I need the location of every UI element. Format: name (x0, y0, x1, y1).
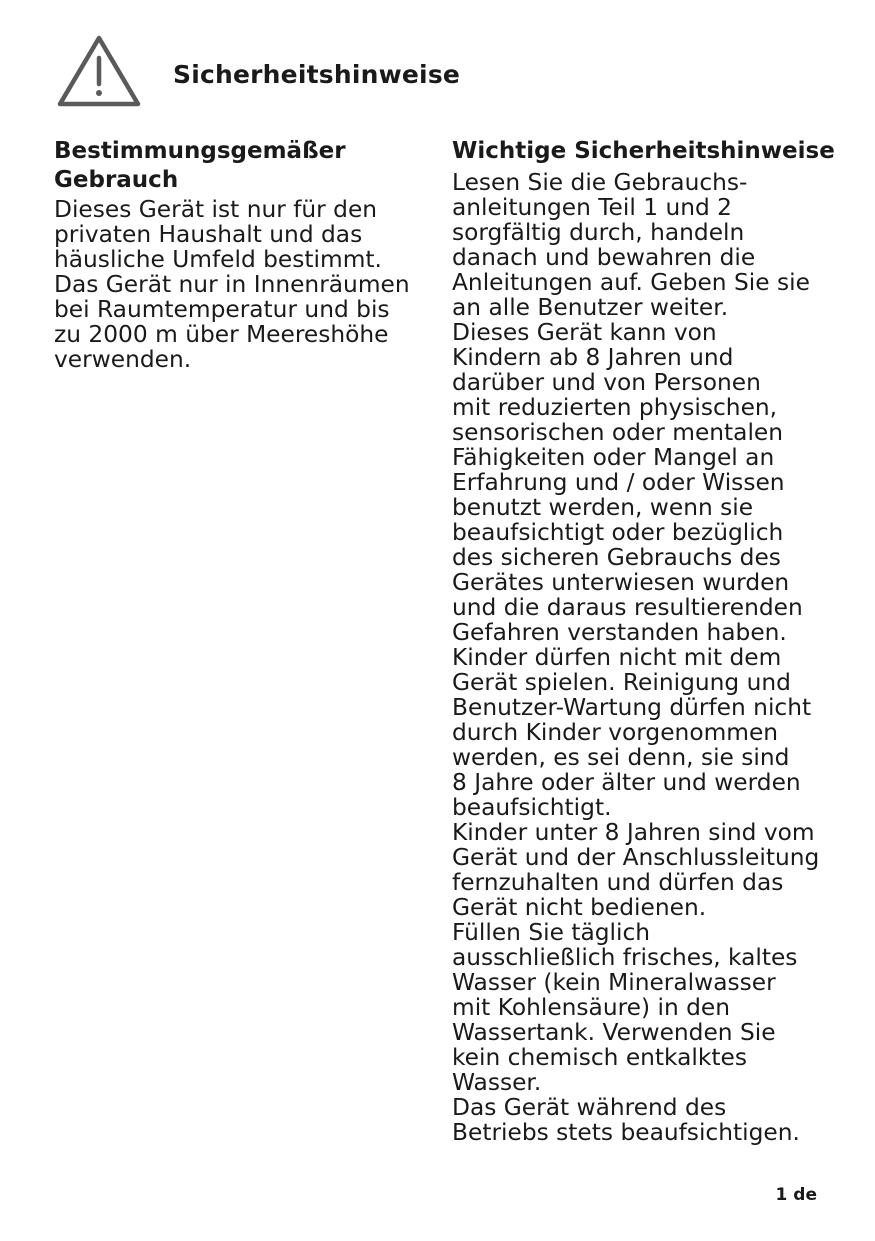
intended-use-section (54, 137, 424, 372)
text-line: werden, es sei denn, sie sind (452, 744, 790, 771)
text-line: Das Gerät nur in Innenräumen (54, 271, 410, 298)
text-line: häusliche Umfeld bestimmt. (54, 246, 382, 273)
text-line: Benutzer-Wartung dürfen nicht (452, 694, 812, 721)
heading-line: Wichtige Sicherheitshinweise (452, 138, 835, 164)
text-line: Fähigkeiten oder Mangel an (452, 444, 775, 471)
text-line: fernzuhalten und dürfen das (452, 869, 784, 896)
text-line: Lesen Sie die Gebrauchs- (452, 169, 748, 196)
text-line: 8 Jahre oder älter und werden (452, 769, 801, 796)
safety-instructions-section (452, 137, 852, 1145)
text-line: zu 2000 m über Meereshöhe (54, 321, 389, 348)
text-line: Gerät nicht bedienen. (452, 894, 707, 921)
text-line: darüber und von Personen (452, 369, 761, 396)
text-line: mit reduzierten physischen, (452, 394, 778, 421)
text-line: Erfahrung und / oder Wissen (452, 469, 785, 496)
intended-use-heading (54, 137, 424, 195)
text-line: beaufsichtigt. (452, 794, 612, 821)
text-line: ausschließlich frisches, kaltes (452, 944, 798, 971)
text-line: Wassertank. Verwenden Sie (452, 1019, 776, 1046)
text-line: an alle Benutzer weiter. (452, 294, 729, 321)
text-line: durch Kinder vorgenommen (452, 719, 779, 746)
text-line: Kindern ab 8 Jahren und (452, 344, 734, 371)
heading-line: Bestimmungsgemäßer (54, 138, 346, 164)
text-line: Dieses Gerät kann von (452, 319, 717, 346)
text-line: des sicheren Gebrauchs des (452, 544, 781, 571)
text-line: beaufsichtigt oder bezüglich (452, 519, 784, 546)
text-line: benutzt werden, wenn sie (452, 494, 754, 521)
text-line: Betriebs stets beaufsichtigen. (452, 1119, 800, 1146)
text-line: Wasser. (452, 1069, 542, 1096)
intended-use-text (54, 197, 424, 372)
text-line: Gerätes unterwiesen wurden (452, 569, 790, 596)
text-line: danach und bewahren die (452, 244, 756, 271)
text-line: kein chemisch entkalktes (452, 1044, 747, 1071)
text-line: Kinder unter 8 Jahren sind vom (452, 819, 815, 846)
text-line: sensorischen oder mentalen (452, 419, 784, 446)
text-line: mit Kohlensäure) in den (452, 994, 731, 1021)
text-line: Dieses Gerät ist nur für den (54, 196, 378, 223)
text-line: Gefahren verstanden haben. (452, 619, 787, 646)
page-number: 1 de (775, 1185, 817, 1205)
text-line: anleitungen Teil 1 und 2 (452, 194, 733, 221)
text-line: Gerät und der Anschlussleitung (452, 844, 820, 871)
text-line: bei Raumtemperatur und bis (54, 296, 390, 323)
text-line: privaten Haushalt und das (54, 221, 363, 248)
text-line: verwenden. (54, 346, 192, 373)
text-line: Anleitungen auf. Geben Sie sie (452, 269, 810, 296)
text-line: sorgfältig durch, handeln (452, 219, 745, 246)
text-line: Gerät spielen. Reinigung und (452, 669, 791, 696)
safety-instructions-text (452, 170, 852, 1145)
safety-instructions-heading (452, 137, 852, 166)
text-line: Füllen Sie täglich (452, 919, 651, 946)
text-line: Wasser (kein Mineralwasser (452, 969, 776, 996)
heading-line: Gebrauch (54, 167, 179, 193)
text-line: und die daraus resultierenden (452, 594, 803, 621)
text-line: Das Gerät während des (452, 1094, 727, 1121)
warning-triangle-icon (56, 34, 142, 108)
page-title: Sicherheitshinweise (173, 60, 461, 89)
text-line: Kinder dürfen nicht mit dem (452, 644, 782, 671)
